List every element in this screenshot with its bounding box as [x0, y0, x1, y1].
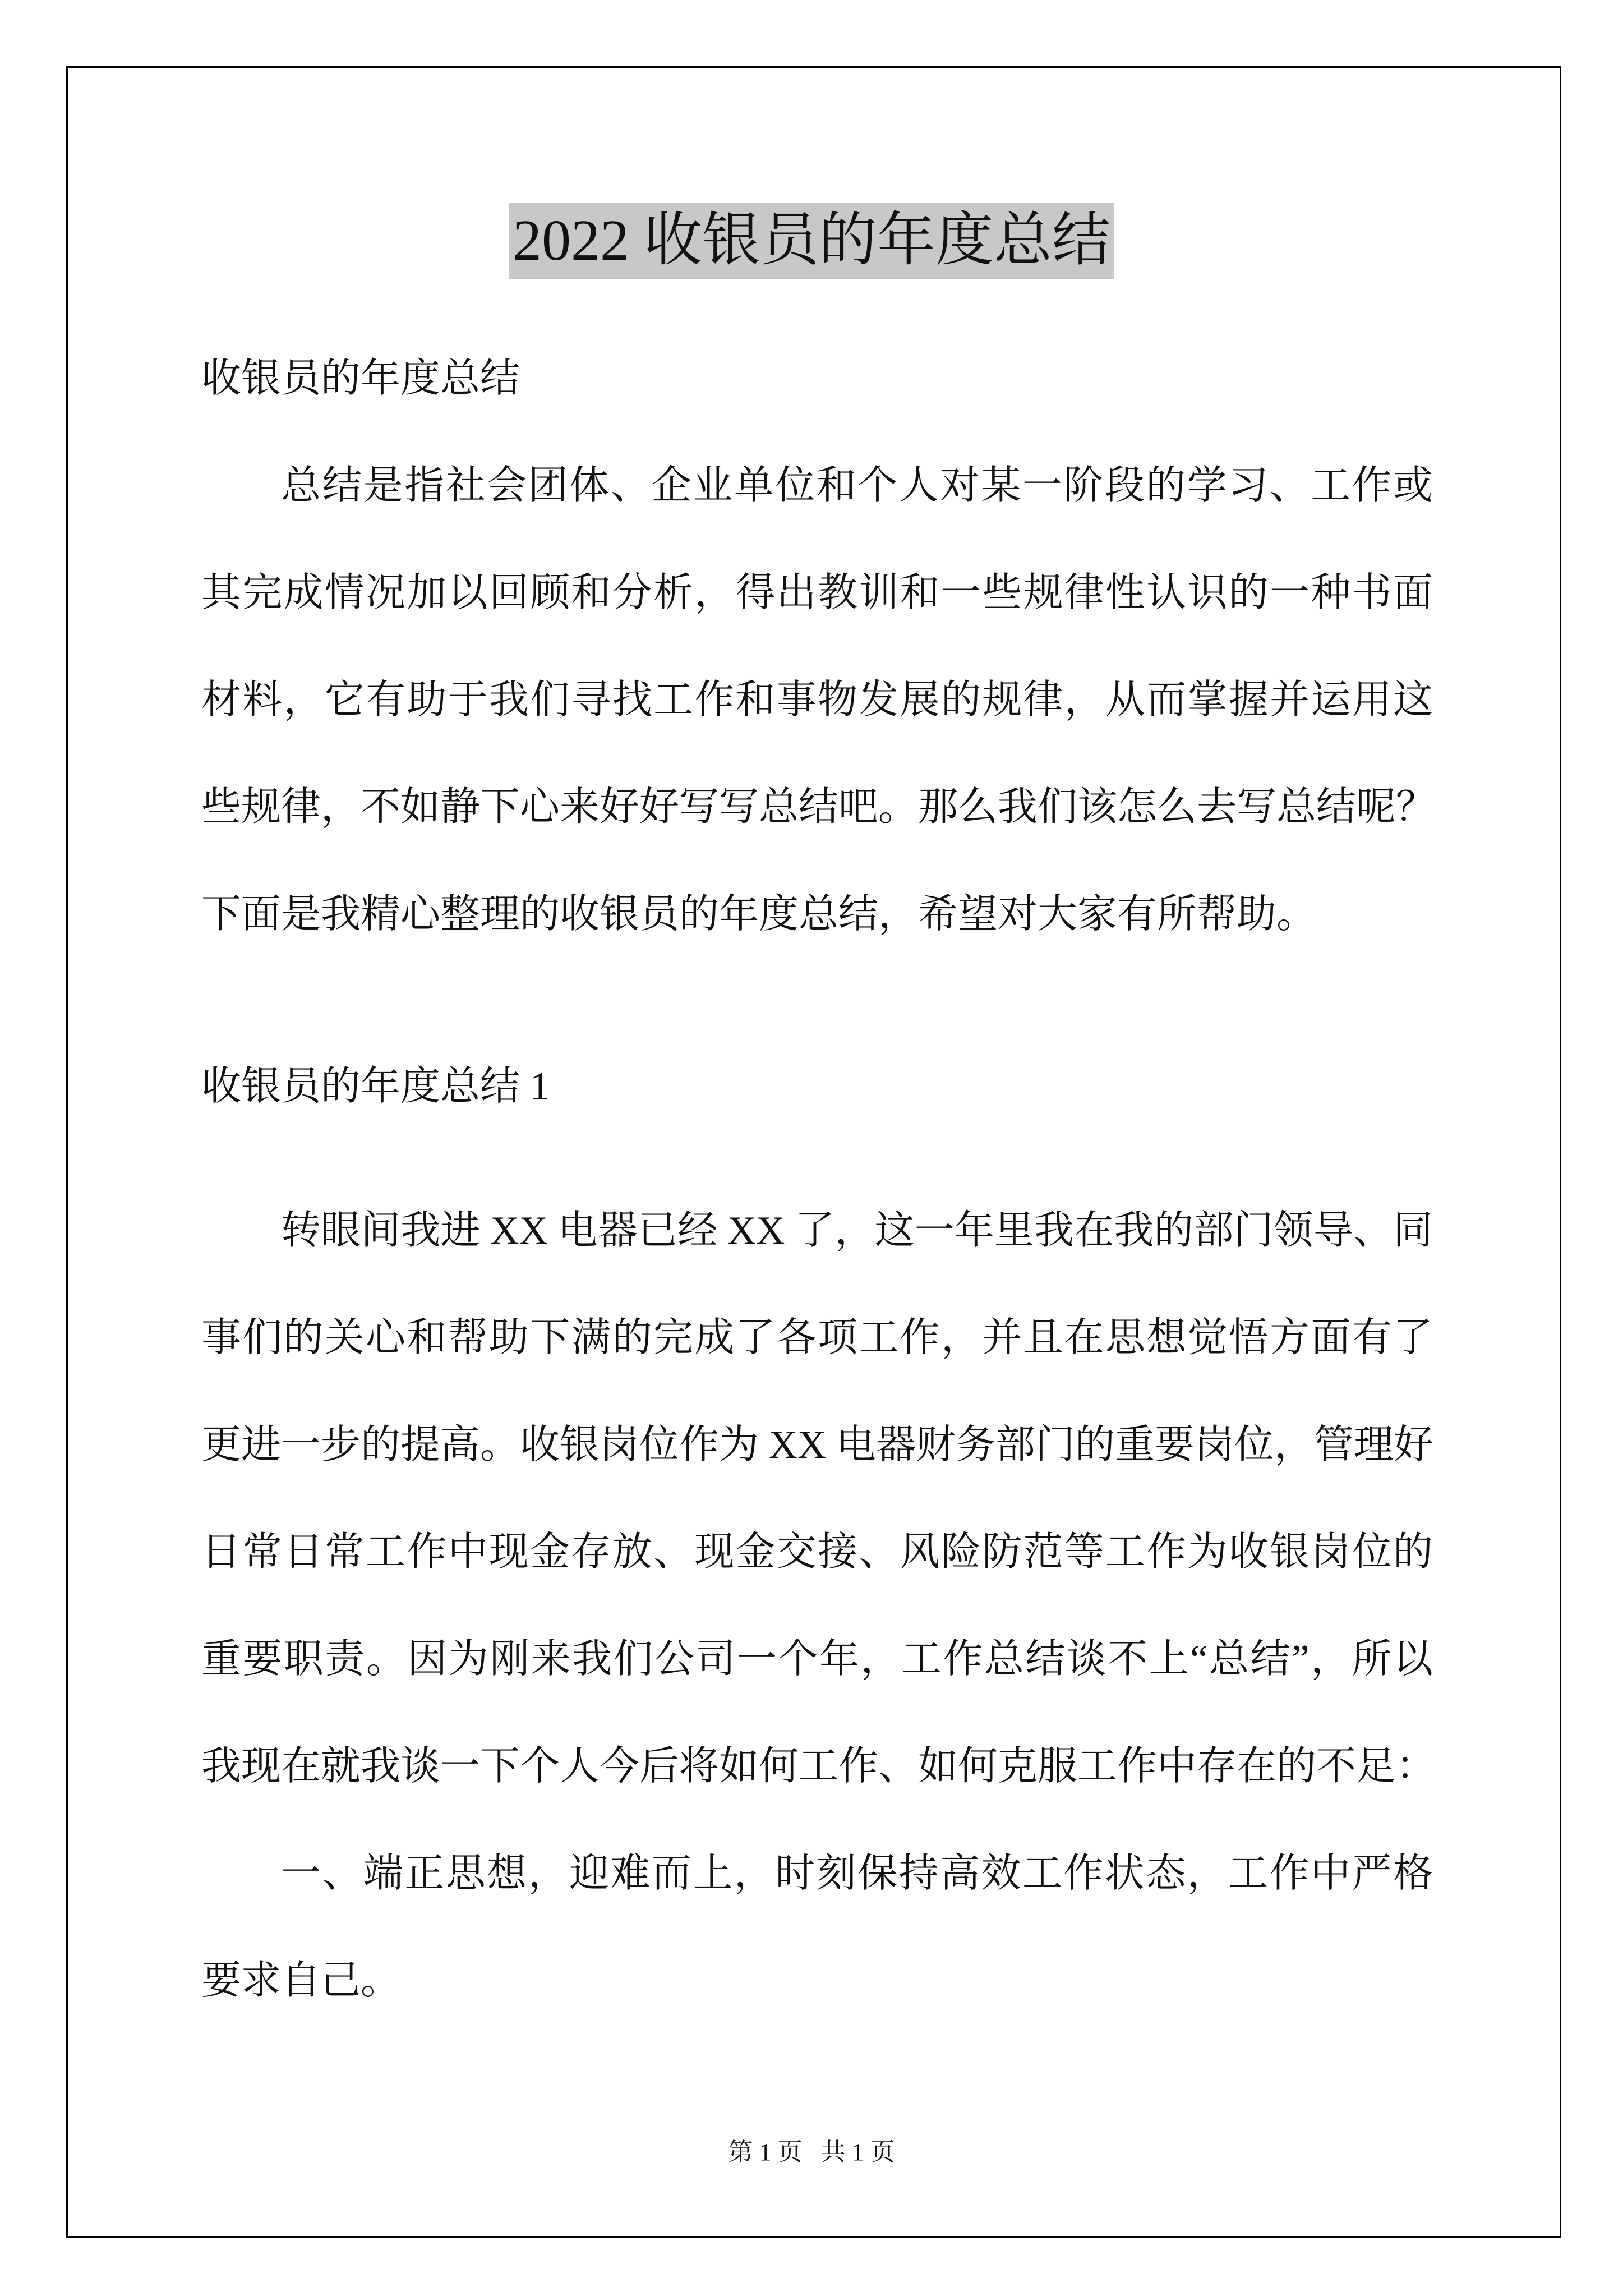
text-line: 更进一步的提高。收银岗位作为 XX 电器财务部门的重要岗位，管理好: [201, 1423, 1434, 1467]
text-line: 些规律，不如静下心来好好写写总结吧。那么我们该怎么去写总结呢？: [201, 785, 1436, 829]
text-line: 我现在就我谈一下个人今后将如何工作、如何克服工作中存在的不足：: [201, 1745, 1436, 1788]
text-line: 总结是指社会团体、企业单位和个人对某一阶段的学习、工作或: [281, 464, 1433, 508]
document-title: 2022 收银员的年度总结: [509, 203, 1114, 279]
text-line: 下面是我精心整理的收银员的年度总结，希望对大家有所帮助。: [201, 892, 1317, 936]
text-line: 一、端正思想，迎难而上，时刻保持高效工作状态，工作中严格: [281, 1852, 1433, 1895]
text-line: 事们的关心和帮助下满的完成了各项工作，并且在思想觉悟方面有了: [201, 1316, 1433, 1360]
section-1-heading: 收银员的年度总结 1: [201, 1065, 550, 1108]
text-line: 其完成情况加以回顾和分析，得出教训和一些规律性认识的一种书面: [201, 571, 1433, 615]
page-number-footer: 第 1 页 共 1 页: [728, 2138, 895, 2166]
text-line: 要求自己。: [201, 1959, 401, 2003]
section-1-heading-block: [201, 1033, 1433, 1140]
text-line: 重要职责。因为刚来我们公司一个年，工作总结谈不上“总结”，所以: [201, 1637, 1433, 1681]
text-line: 材料，它有助于我们寻找工作和事物发展的规律，从而掌握并运用这: [201, 678, 1433, 722]
intro-heading: 收银员的年度总结: [201, 357, 520, 401]
section-1-body: [201, 1177, 1436, 2035]
text-line: 日常日常工作中现金存放、现金交接、风险防范等工作为收银岗位的: [201, 1530, 1433, 1574]
intro-section: [201, 325, 1436, 968]
title-wrap: [0, 203, 1623, 279]
text-line: 转眼间我进 XX 电器已经 XX 了，这一年里我在我的部门领导、同: [281, 1209, 1433, 1253]
